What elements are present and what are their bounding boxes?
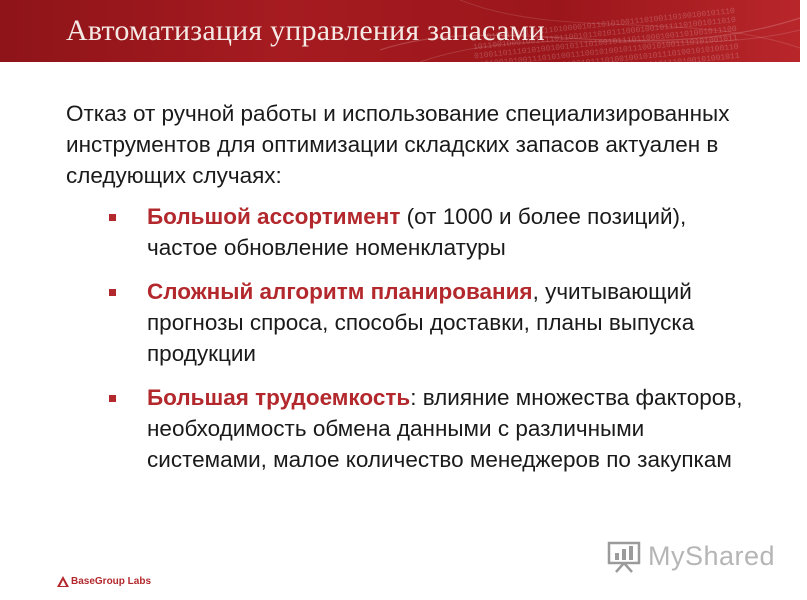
bullet-term: Большой ассортимент bbox=[147, 204, 401, 229]
binary-pattern-decoration: 0110100100010111101000010110101001110100110100100101110 1011001000100111101100101101011100010010111101001011010 0100110111010100100101110100101110110001001101001011100 1101001010011101010011100101001011100101001110101001011 0010111001010011010100101110100100101011101001010100110 1110010100101101001110101001011010010101110100101001011 0101001011101001010100101110100101110100101011101001011 bbox=[471, 6, 741, 98]
bullet-text: , учитывающий прогнозы спроса, способы доставки, планы выпуска продукции bbox=[147, 279, 695, 366]
footer-logo-text: BaseGroup Labs bbox=[71, 575, 152, 587]
bullet-term: Большая трудоемкость bbox=[147, 385, 411, 410]
bullet-item bbox=[66, 382, 756, 475]
bullet-item bbox=[66, 201, 756, 263]
watermark-text: MyShared bbox=[648, 540, 776, 571]
slide-title: Автоматизация управления запасами bbox=[66, 14, 545, 47]
header-banner bbox=[0, 0, 800, 98]
bullet-text: : влияние множества факторов, необходимость обмена данными с различными системами, малое количество менеджеров по закупкам bbox=[147, 385, 743, 472]
bullet-list bbox=[66, 201, 756, 488]
presentation-board-icon bbox=[606, 538, 642, 574]
square-bullet-icon bbox=[109, 395, 116, 402]
triangle-logo-icon bbox=[57, 576, 69, 587]
footer-logo bbox=[57, 574, 151, 588]
bullet-item bbox=[66, 276, 756, 369]
bullet-term: Сложный алгоритм планирования bbox=[147, 279, 533, 304]
myshared-watermark[interactable] bbox=[606, 536, 775, 576]
square-bullet-icon bbox=[109, 214, 116, 221]
square-bullet-icon bbox=[109, 289, 116, 296]
intro-paragraph: Отказ от ручной работы и использование специализированных инструментов для оптимизации складских запасов актуален в следующих случаях: bbox=[66, 101, 730, 188]
bullet-text: (от 1000 и более позиций), частое обновление номенклатуры bbox=[147, 204, 687, 260]
